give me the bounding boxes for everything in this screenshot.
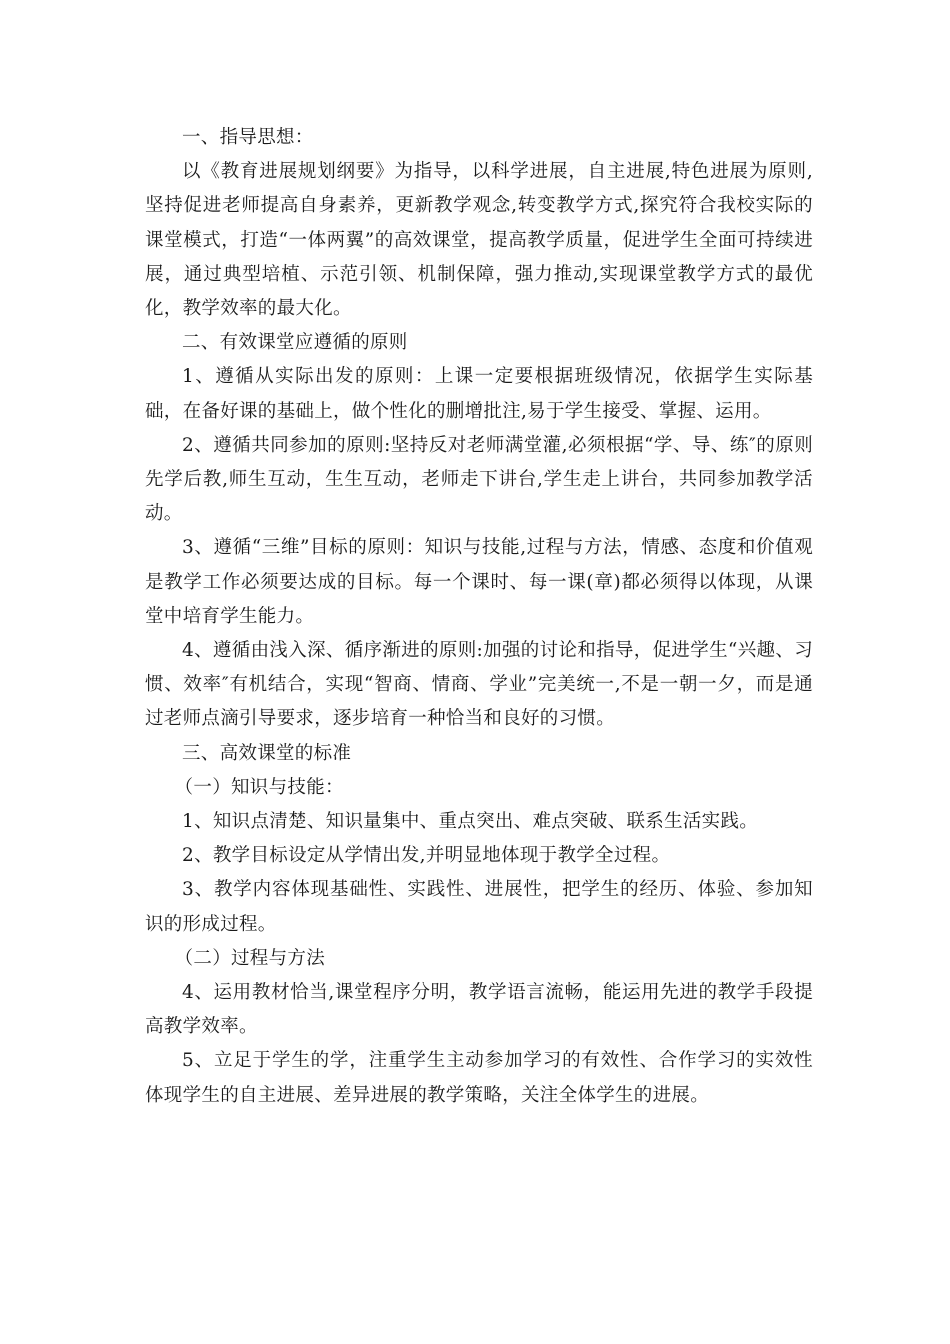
- paragraph-guiding-ideology: 以《教育进展规划纲要》为指导，以科学进展，自主进展,特色进展为原则,坚持促进老师提高自身素养，更新教学观念,转变教学方式,探究符合我校实际的课堂模式，打造“一体两翼”的高效课堂，提高教学质量，促进学生全面可持续进展，通过典型培植、示范引领、机制保障，强力推动,实现课堂教学方式的最优化，教学效率的最大化。: [145, 161, 813, 320]
- subheading-process-method: （二）过程与方法: [174, 947, 325, 969]
- heading-guiding-ideology: 一、指导思想：: [182, 127, 314, 148]
- paragraph-standard-5: 5、立足于学生的学，注重学生主动参加学习的有效性、合作学习的实效性体现学生的自主进展、差异进展的教学策略，关注全体学生的进展。: [145, 1050, 813, 1106]
- paragraph-standard-4: 4、运用教材恰当,课堂程序分明，教学语言流畅，能运用先进的教学手段提高教学效率。: [145, 982, 813, 1038]
- paragraph-standard-2: 2、教学目标设定从学情出发,并明显地体现于教学全过程。: [182, 845, 671, 867]
- heading-principles: 二、有效课堂应遵循的原则: [182, 332, 408, 354]
- paragraph-standard-1: 1、知识点清楚、知识量集中、重点突出、难点突破、联系生活实践。: [182, 811, 759, 833]
- paragraph-principle-4: 4、遵循由浅入深、循序渐进的原则:加强的讨论和指导，促进学生“兴趣、习惯、效率″有机结合，实现“智商、情商、学业”完美统一,不是一朝一夕，而是通过老师点滴引导要求，逐步培育一种恰当和良好的习惯。: [145, 640, 813, 730]
- paragraph-principle-3: 3、遵循“三维”目标的原则：知识与技能,过程与方法，情感、态度和价值观是教学工作必须要达成的目标。每一个课时、每一课(章)都必须得以体现，从课堂中培育学生能力。: [145, 537, 813, 627]
- heading-standards: 三、高效课堂的标准: [182, 742, 352, 764]
- paragraph-principle-1: 1、遵循从实际出发的原则：上课一定要根据班级情况，依据学生实际基础，在备好课的基础上，做个性化的删增批注,易于学生接受、掌握、运用。: [145, 366, 813, 422]
- paragraph-standard-3: 3、教学内容体现基础性、实践性、进展性，把学生的经历、体验、参加知识的形成过程。: [145, 879, 813, 935]
- subheading-knowledge-skills: （一）知识与技能：: [174, 776, 344, 798]
- paragraph-principle-2: 2、遵循共同参加的原则:坚持反对老师满堂灌,必须根据“学、导、练″的原则先学后教,师生互动，生生互动，老师走下讲台,学生走上讲台，共同参加教学活动。: [145, 434, 813, 525]
- document-body: [145, 121, 813, 1113]
